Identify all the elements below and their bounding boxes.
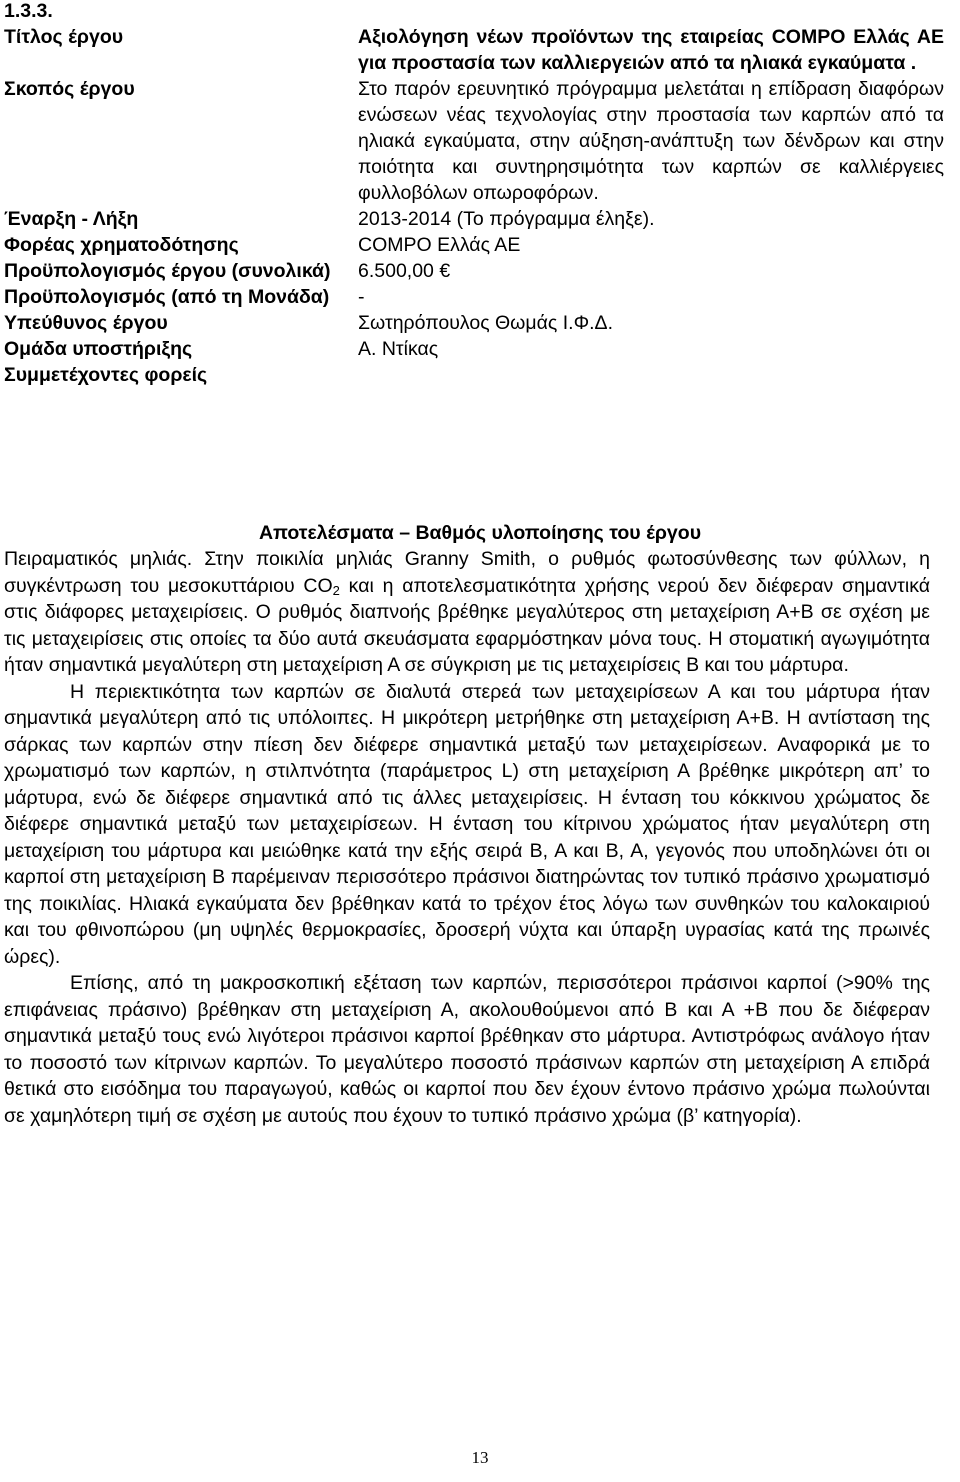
- results-body: [4, 546, 930, 1129]
- partners-row: [4, 362, 944, 388]
- partners-label: Συμμετέχοντες φορείς: [4, 364, 208, 386]
- purpose-row: [4, 76, 944, 206]
- page-number: 13: [471, 1448, 489, 1467]
- period-label: Έναρξη - Λήξη: [4, 208, 139, 230]
- budget-unit-row: [4, 284, 944, 310]
- partners-value: [358, 362, 944, 388]
- responsible-label: Υπεύθυνος έργου: [4, 312, 168, 334]
- project-info-table: [4, 24, 944, 388]
- section-number: 1.3.3.: [4, 0, 53, 22]
- budget-total-label: Προϋπολογισμός έργου (συνολικά): [4, 260, 331, 282]
- funder-row: [4, 232, 944, 258]
- title-value: Αξιολόγηση νέων προϊόντων της εταιρείας COMPO Ελλάς ΑΕ για προστασία των καλλιεργειών από τα ηλιακά εγκαύματα .: [358, 26, 944, 74]
- support-label: Ομάδα υποστήριξης: [4, 338, 193, 360]
- budget-unit-label: Προϋπολογισμός (από τη Μονάδα): [4, 286, 330, 308]
- results-paragraph-3: Επίσης, από τη μακροσκοπική εξέταση των καρπών, περισσότεροι πράσινοι καρποί (>90% της επιφάνειας πράσινο) βρέθηκαν στη μεταχείριση Α, ακολουθούμενοι από Β και Α +Β που δε διέφεραν σημαντικά μεταξύ τους ενώ λιγότεροι πράσινοι καρποί βρέθηκαν στο μάρτυρα. Αντιστρόφως ανάλογο ήταν το ποσοστό των κίτρινων καρπών. Το μεγαλύτερο ποσοστό πράσινων καρπών στη μεταχείριση Α επιδρά θετικά στο εισόδημα του παραγωγού, καθώς οι καρποί που δεν έχουν έντονο πράσινο χρώμα πωλούνται σε χαμηλότερη τιμή σε σχέση με αυτούς που έχουν το τυπικό πράσινο χρώμα (β’ κατηγορία).: [4, 972, 930, 1127]
- results-paragraph-1: [4, 546, 930, 679]
- budget-total-row: [4, 258, 944, 284]
- results-p1-end: και η αποτελεσματικότητα χρήσης νερού δεν διέφεραν σημαντικά στις διάφορες μεταχειρίσεις. Ο ρυθμός διαπνοής βρέθηκε μεγαλύτερος στη μεταχείριση Α+Β σε σχέση με τις μεταχειρίσεις στις οποίες τα δύο αυτά σκευάσματα εφαρμόστηκαν μόνα τους. Η στοματική αγωγιμότητα ήταν σημαντικά μεγαλύτερη στη μεταχείριση Α σε σύγκριση με τις μεταχειρίσεις Β και του μάρτυρα.: [4, 574, 930, 676]
- responsible-row: [4, 310, 944, 336]
- period-row: [4, 206, 944, 232]
- responsible-value: Σωτηρόπουλος Θωμάς Ι.Φ.Δ.: [358, 312, 613, 334]
- budget-total-value: 6.500,00 €: [358, 260, 451, 282]
- results-heading: Αποτελέσματα – Βαθμός υλοποίησης του έργου: [258, 522, 702, 544]
- support-row: [4, 336, 944, 362]
- budget-unit-value: -: [358, 286, 365, 308]
- funder-label: Φορέας χρηματοδότησης: [4, 234, 239, 256]
- purpose-value: Στο παρόν ερευνητικό πρόγραμμα μελετάται η επίδραση διαφόρων ενώσεων νέας τεχνολογίας στην προστασία των καρπών από τα ηλιακά εγκαύματα, στην αύξηση-ανάπτυξη των δένδρων και στην ποιότητα και συντηρησιμότητα των καρπών σε καλλιέργειες φυλλοβόλων οπωροφόρων.: [358, 78, 944, 204]
- support-value: Α. Ντίκας: [358, 338, 439, 360]
- title-row: [4, 24, 944, 76]
- purpose-label: Σκοπός έργου: [4, 78, 135, 100]
- co2-subscript: 2: [332, 582, 340, 598]
- period-value: 2013-2014 (Το πρόγραμμα έληξε).: [358, 208, 655, 230]
- results-paragraph-2: Η περιεκτικότητα των καρπών σε διαλυτά στερεά των μεταχειρίσεων Α και του μάρτυρα ήταν σημαντικά μεγαλύτερη από τις υπόλοιπες. Η μικρότερη μετρήθηκε στη μεταχείριση Α+Β. Η αντίσταση της σάρκας των καρπών στην πίεση δεν διέφερε σημαντικά μεταξύ των μεταχειρίσεων. Αναφορικά με το χρωματισμό των καρπών, η στιλπνότητα (παράμετρος L) στη μεταχείριση Α βρέθηκε μικρότερη απ’ το μάρτυρα, ενώ δε διέφερε σημαντικά από τις άλλες μεταχειρίσεις. Η ένταση του κόκκινου χρώματος δε διέφερε σημαντικά μεταξύ των μεταχειρίσεων. Η ένταση του κίτρινου χρώματος ήταν μεγαλύτερη στη μεταχείριση του μάρτυρα και μειώθηκε κατά την εξής σειρά Β, Α και Β, Α, γεγονός που υποδηλώνει ότι οι καρποί στη μεταχείριση Β παρέμειναν περισσότερο πράσινοι διατηρώντας τον τυπικό πράσινο χρωματισμό της ποικιλίας. Ηλιακά εγκαύματα δεν βρέθηκαν κατά το τρέχον έτος λόγω των συνθηκών του καλοκαιριού και του φθινοπώρου (μη υψηλές θερμοκρασίες, δροσερή νύχτα και ύπαρξη υγρασίας κατά της πρωινές ώρες).: [4, 680, 930, 968]
- funder-value: COMPO Ελλάς ΑΕ: [358, 234, 521, 256]
- results-p1-start: Πειραματικός μηλιάς. Στην ποικιλία μηλιάς Granny Smith, ο ρυθμός φωτοσύνθεσης των φύλλων, η συγκέντρωση του μεσοκυττάριου CO: [4, 548, 930, 597]
- title-label: Τίτλος έργου: [4, 26, 124, 48]
